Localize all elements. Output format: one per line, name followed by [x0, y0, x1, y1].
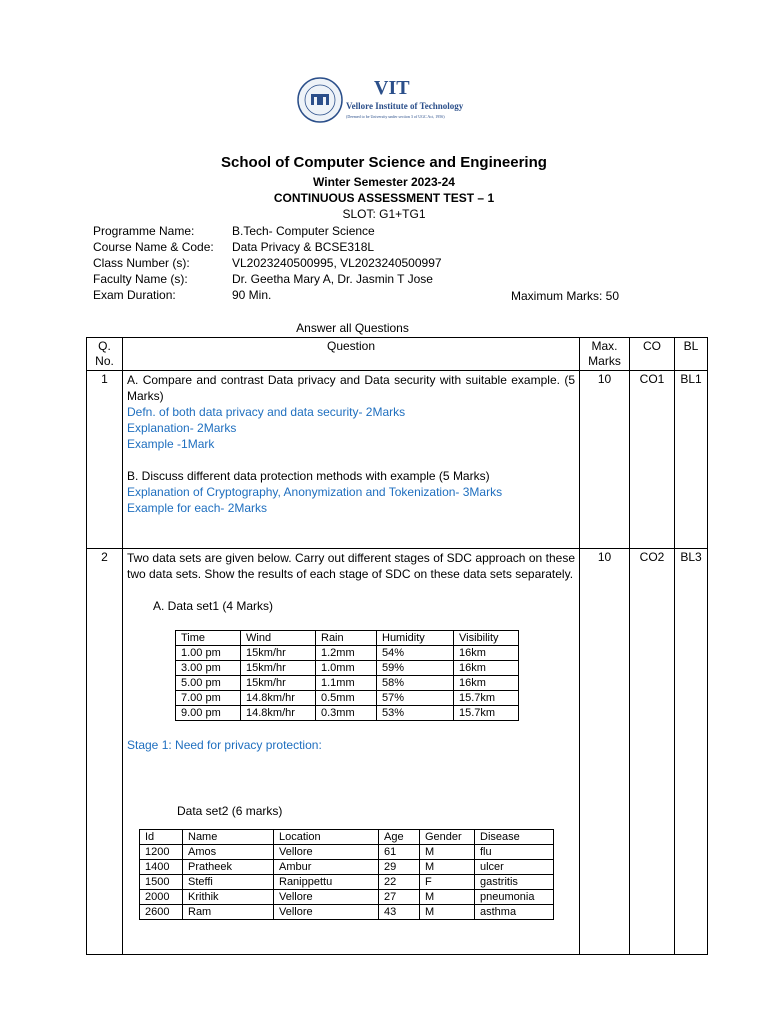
table-cell: 1500: [140, 875, 183, 890]
table-cell: ulcer: [475, 860, 554, 875]
table-cell: Time: [176, 631, 241, 646]
table-cell: Vellore: [274, 905, 379, 920]
q-marks: 10: [580, 371, 630, 549]
table-cell: Disease: [475, 830, 554, 845]
meta-key: Faculty Name (s):: [93, 272, 188, 286]
table-cell: 15km/hr: [241, 676, 316, 691]
table-cell: Ambur: [274, 860, 379, 875]
table-cell: Krithik: [183, 890, 274, 905]
school-title: School of Computer Science and Engineering: [221, 154, 547, 171]
table-cell: 16km: [454, 646, 519, 661]
dataset2-table: [139, 829, 554, 920]
meta-key: Class Number (s):: [93, 256, 190, 270]
table-cell: M: [420, 860, 475, 875]
stage1-heading: Stage 1: Need for privacy protection:: [127, 738, 322, 752]
answer-key: Explanation of Cryptography, Anonymization and Tokenization- 3Marks: [127, 485, 503, 499]
table-cell: 16km: [454, 661, 519, 676]
table-cell: 27: [379, 890, 420, 905]
q-bl: BL3: [675, 549, 708, 955]
table-cell: Location: [274, 830, 379, 845]
table-row: [176, 646, 519, 661]
meta-value: B.Tech- Computer Science: [232, 224, 375, 238]
q1-part-a: A. Compare and contrast Data privacy and Data security with suitable example. (5 Marks): [127, 373, 575, 403]
meta-key: Course Name & Code:: [93, 240, 214, 254]
logo-tagline: (Deemed to be University under section 3 of UGC Act, 1956): [346, 114, 445, 119]
table-cell: 14.8km/hr: [241, 706, 316, 721]
q2-description: Two data sets are given below. Carry out different stages of SDC approach on these two data sets. Show the results of each stage of SDC on these data sets separately.: [127, 551, 575, 581]
table-cell: 61: [379, 845, 420, 860]
question-row: [87, 371, 708, 549]
table-cell: 59%: [377, 661, 454, 676]
table-cell: 3.00 pm: [176, 661, 241, 676]
table-cell: 57%: [377, 691, 454, 706]
table-cell: 15km/hr: [241, 661, 316, 676]
table-cell: 15km/hr: [241, 646, 316, 661]
table-cell: 16km: [454, 676, 519, 691]
slot: SLOT: G1+TG1: [342, 207, 426, 221]
table-cell: Vellore: [274, 845, 379, 860]
q1-part-b: B. Discuss different data protection methods with example (5 Marks): [127, 469, 490, 483]
q-number: 1: [87, 371, 123, 549]
table-cell: Age: [379, 830, 420, 845]
table-cell: 1200: [140, 845, 183, 860]
question-row: [87, 549, 708, 955]
logo-subtitle: Vellore Institute of Technology: [346, 101, 464, 111]
table-cell: Pratheek: [183, 860, 274, 875]
table-cell: Ranippettu: [274, 875, 379, 890]
table-cell: 1.0mm: [316, 661, 377, 676]
answer-key: Example for each- 2Marks: [127, 501, 268, 515]
meta-value: Dr. Geetha Mary A, Dr. Jasmin T Jose: [232, 272, 433, 286]
table-cell: Amos: [183, 845, 274, 860]
answer-key: Defn. of both data privacy and data security- 2Marks: [127, 405, 406, 419]
table-row: [140, 845, 554, 860]
table-cell: 1.2mm: [316, 646, 377, 661]
table-cell: Rain: [316, 631, 377, 646]
meta-key: Exam Duration:: [93, 288, 176, 302]
table-cell: 29: [379, 860, 420, 875]
dataset1-label: A. Data set1 (4 Marks): [153, 599, 274, 613]
table-cell: 22: [379, 875, 420, 890]
table-cell: 5.00 pm: [176, 676, 241, 691]
header-marks: Max. Marks: [580, 338, 630, 371]
dataset2-label: Data set2 (6 marks): [177, 804, 283, 818]
q-co: CO1: [630, 371, 675, 549]
table-cell: 9.00 pm: [176, 706, 241, 721]
table-row: [140, 890, 554, 905]
header-co: CO: [630, 338, 675, 371]
table-row: [176, 676, 519, 691]
table-cell: 43: [379, 905, 420, 920]
q-marks: 10: [580, 549, 630, 955]
table-row: [140, 860, 554, 875]
table-cell: 58%: [377, 676, 454, 691]
table-cell: F: [420, 875, 475, 890]
table-cell: pneumonia: [475, 890, 554, 905]
q-co: CO2: [630, 549, 675, 955]
answer-key: Explanation- 2Marks: [127, 421, 237, 435]
table-cell: Id: [140, 830, 183, 845]
table-cell: M: [420, 905, 475, 920]
table-cell: Gender: [420, 830, 475, 845]
vit-logo: [296, 74, 468, 126]
meta-value: Data Privacy & BCSE318L: [232, 240, 375, 254]
table-cell: 15.7km: [454, 691, 519, 706]
table-row: [140, 905, 554, 920]
table-cell: 1.1mm: [316, 676, 377, 691]
q2-text: [123, 549, 580, 955]
table-cell: 2600: [140, 905, 183, 920]
table-row: [176, 706, 519, 721]
table-cell: Visibility: [454, 631, 519, 646]
semester: Winter Semester 2023-24: [313, 175, 455, 189]
instruction: Answer all Questions: [296, 321, 409, 335]
table-cell: gastritis: [475, 875, 554, 890]
table-cell: M: [420, 890, 475, 905]
table-cell: Vellore: [274, 890, 379, 905]
table-cell: 2000: [140, 890, 183, 905]
table-cell: M: [420, 845, 475, 860]
table-header-row: [87, 338, 708, 371]
dataset1-table: [175, 630, 519, 721]
header-bl: BL: [675, 338, 708, 371]
table-cell: Steffi: [183, 875, 274, 890]
table-cell: 54%: [377, 646, 454, 661]
table-cell: Humidity: [377, 631, 454, 646]
table-cell: 7.00 pm: [176, 691, 241, 706]
table-row: [176, 691, 519, 706]
q-bl: BL1: [675, 371, 708, 549]
table-row: [140, 830, 554, 845]
table-cell: 0.5mm: [316, 691, 377, 706]
q1-text: [123, 371, 580, 549]
logo-name: VIT: [374, 77, 410, 99]
header-qno: Q. No.: [87, 338, 123, 371]
table-cell: Wind: [241, 631, 316, 646]
question-table: [86, 337, 708, 955]
q-number: 2: [87, 549, 123, 955]
table-cell: 1400: [140, 860, 183, 875]
max-marks: Maximum Marks: 50: [511, 289, 620, 303]
table-row: [176, 661, 519, 676]
table-cell: 15.7km: [454, 706, 519, 721]
table-cell: Name: [183, 830, 274, 845]
table-cell: 1.00 pm: [176, 646, 241, 661]
table-row: [176, 631, 519, 646]
table-cell: asthma: [475, 905, 554, 920]
table-cell: flu: [475, 845, 554, 860]
table-row: [140, 875, 554, 890]
header-question: Question: [123, 338, 580, 371]
table-cell: 14.8km/hr: [241, 691, 316, 706]
answer-key: Example -1Mark: [127, 437, 215, 451]
table-cell: Ram: [183, 905, 274, 920]
table-cell: 0.3mm: [316, 706, 377, 721]
meta-value: 90 Min.: [232, 288, 272, 302]
test-name: CONTINUOUS ASSESSMENT TEST – 1: [273, 191, 495, 205]
table-cell: 53%: [377, 706, 454, 721]
meta-value: VL2023240500995, VL2023240500997: [232, 256, 442, 270]
meta-key: Programme Name:: [93, 224, 195, 238]
